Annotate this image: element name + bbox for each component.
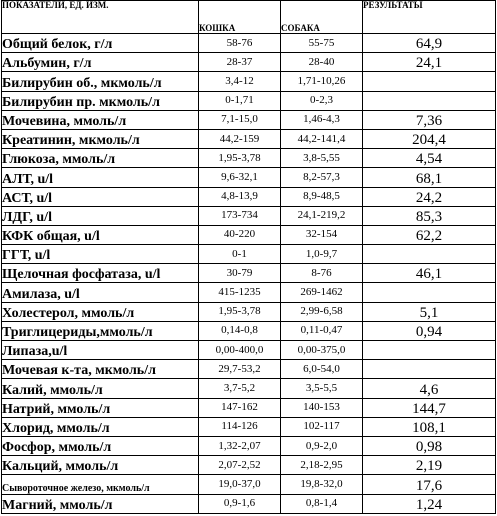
parameter-name: АЛТ, u/l (2, 168, 199, 187)
result-value: 68,1 (363, 168, 496, 187)
biochemistry-table (1, 0, 496, 514)
result-value (363, 341, 496, 360)
result-value: 108,1 (363, 417, 496, 436)
cat-reference: 7,1-15,0 (199, 110, 281, 129)
dog-reference: 8,9-48,5 (281, 187, 363, 206)
cat-reference: 0,14-0,8 (199, 321, 281, 340)
dog-reference: 1,0-9,7 (281, 245, 363, 264)
table-body (2, 34, 496, 514)
result-value (363, 91, 496, 110)
table-row (2, 72, 496, 91)
parameter-name: Билирубин пр. мкмоль/л (2, 91, 199, 110)
result-value (363, 283, 496, 302)
cat-reference: 0,9-1,6 (199, 494, 281, 513)
parameter-name: Фосфор, ммоль/л (2, 436, 199, 455)
result-value: 2,19 (363, 456, 496, 475)
cat-reference: 2,07-2,52 (199, 456, 281, 475)
parameter-name: Мочевая к-та, мкмоль/л (2, 360, 199, 379)
table-row (2, 475, 496, 494)
dog-reference: 24,1-219,2 (281, 206, 363, 225)
dog-reference: 140-153 (281, 398, 363, 417)
dog-reference: 3,5-5,5 (281, 379, 363, 398)
result-value: 0,94 (363, 321, 496, 340)
parameter-name: Билирубин об., мкмоль/л (2, 72, 199, 91)
table-row (2, 494, 496, 513)
parameter-name: Альбумин, г/л (2, 53, 199, 72)
cat-reference: 4,8-13,9 (199, 187, 281, 206)
parameter-name: Мочевина, ммоль/л (2, 110, 199, 129)
result-value: 5,1 (363, 302, 496, 321)
cat-reference: 0,00-400,0 (199, 341, 281, 360)
table-row (2, 53, 496, 72)
dog-reference: 2,18-2,95 (281, 456, 363, 475)
result-value (363, 245, 496, 264)
dog-reference: 8,2-57,3 (281, 168, 363, 187)
table-row (2, 264, 496, 283)
parameter-name: Креатинин, мкмоль/л (2, 129, 199, 148)
parameter-name: Хлорид, ммоль/л (2, 417, 199, 436)
parameter-name: Натрий, ммоль/л (2, 398, 199, 417)
parameter-name: ЛДГ, u/l (2, 206, 199, 225)
dog-reference: 1,46-4,3 (281, 110, 363, 129)
table-row (2, 110, 496, 129)
parameter-name: Щелочная фосфатаза, u/l (2, 264, 199, 283)
dog-reference: 28-40 (281, 53, 363, 72)
cat-reference: 1,32-2,07 (199, 436, 281, 455)
parameter-name: Сывороточное железо, мкмоль/л (2, 475, 199, 494)
result-value: 64,9 (363, 34, 496, 53)
result-value: 62,2 (363, 225, 496, 244)
parameter-name: Общий белок, г/л (2, 34, 199, 53)
dog-reference: 44,2-141,4 (281, 129, 363, 148)
cat-reference: 415-1235 (199, 283, 281, 302)
table-row (2, 321, 496, 340)
cat-reference: 0-1,71 (199, 91, 281, 110)
dog-reference: 8-76 (281, 264, 363, 283)
result-value: 4,54 (363, 149, 496, 168)
result-value: 7,36 (363, 110, 496, 129)
dog-reference: 0,9-2,0 (281, 436, 363, 455)
cat-reference: 58-76 (199, 34, 281, 53)
cat-reference: 3,4-12 (199, 72, 281, 91)
parameter-name: ГГТ, u/l (2, 245, 199, 264)
result-value: 46,1 (363, 264, 496, 283)
header-dog: СОБАКА (281, 1, 363, 34)
table-row (2, 149, 496, 168)
result-value (363, 72, 496, 91)
dog-reference: 269-1462 (281, 283, 363, 302)
result-value: 1,24 (363, 494, 496, 513)
cat-reference: 3,7-5,2 (199, 379, 281, 398)
cat-reference: 147-162 (199, 398, 281, 417)
parameter-name: Калий, ммоль/л (2, 379, 199, 398)
parameter-name: АСТ, u/l (2, 187, 199, 206)
table-row (2, 302, 496, 321)
cat-reference: 1,95-3,78 (199, 302, 281, 321)
parameter-name: Триглицериды,ммоль/л (2, 321, 199, 340)
parameter-name: Магний, ммоль/л (2, 494, 199, 513)
table-row (2, 34, 496, 53)
dog-reference: 0,00-375,0 (281, 341, 363, 360)
parameter-name: Холестерол, ммоль/л (2, 302, 199, 321)
result-value (363, 360, 496, 379)
table-row (2, 341, 496, 360)
dog-reference: 102-117 (281, 417, 363, 436)
result-value: 17,6 (363, 475, 496, 494)
cat-reference: 9,6-32,1 (199, 168, 281, 187)
dog-reference: 0,11-0,47 (281, 321, 363, 340)
result-value: 24,2 (363, 187, 496, 206)
result-value: 85,3 (363, 206, 496, 225)
table-row (2, 129, 496, 148)
parameter-name: Липаза,u/l (2, 341, 199, 360)
parameter-name: КФК общая, u/l (2, 225, 199, 244)
result-value: 144,7 (363, 398, 496, 417)
table-row (2, 91, 496, 110)
table-row (2, 360, 496, 379)
dog-reference: 55-75 (281, 34, 363, 53)
cat-reference: 19,0-37,0 (199, 475, 281, 494)
table-row (2, 187, 496, 206)
table-header-row (2, 1, 496, 34)
dog-reference: 6,0-54,0 (281, 360, 363, 379)
table-row (2, 283, 496, 302)
table-row (2, 245, 496, 264)
cat-reference: 29,7-53,2 (199, 360, 281, 379)
cat-reference: 1,95-3,78 (199, 149, 281, 168)
cat-reference: 173-734 (199, 206, 281, 225)
table-row (2, 379, 496, 398)
table-row (2, 417, 496, 436)
dog-reference: 1,71-10,26 (281, 72, 363, 91)
cat-reference: 40-220 (199, 225, 281, 244)
cat-reference: 114-126 (199, 417, 281, 436)
result-value: 0,98 (363, 436, 496, 455)
parameter-name: Глюкоза, ммоль/л (2, 149, 199, 168)
header-cat: КОШКА (199, 1, 281, 34)
header-results: РЕЗУЛЬТАТЫ (363, 1, 496, 34)
result-value: 4,6 (363, 379, 496, 398)
dog-reference: 32-154 (281, 225, 363, 244)
dog-reference: 3,8-5,55 (281, 149, 363, 168)
result-value: 24,1 (363, 53, 496, 72)
cat-reference: 44,2-159 (199, 129, 281, 148)
table-row (2, 168, 496, 187)
dog-reference: 0,8-1,4 (281, 494, 363, 513)
parameter-name: Кальций, ммоль/л (2, 456, 199, 475)
parameter-name: Амилаза, u/l (2, 283, 199, 302)
table-row (2, 436, 496, 455)
table-row (2, 456, 496, 475)
cat-reference: 30-79 (199, 264, 281, 283)
table-row (2, 398, 496, 417)
dog-reference: 2,99-6,58 (281, 302, 363, 321)
table-row (2, 225, 496, 244)
dog-reference: 19,8-32,0 (281, 475, 363, 494)
header-parameter: ПОКАЗАТЕЛИ, ЕД. ИЗМ. (2, 1, 199, 34)
cat-reference: 0-1 (199, 245, 281, 264)
table-row (2, 206, 496, 225)
result-value: 204,4 (363, 129, 496, 148)
dog-reference: 0-2,3 (281, 91, 363, 110)
cat-reference: 28-37 (199, 53, 281, 72)
